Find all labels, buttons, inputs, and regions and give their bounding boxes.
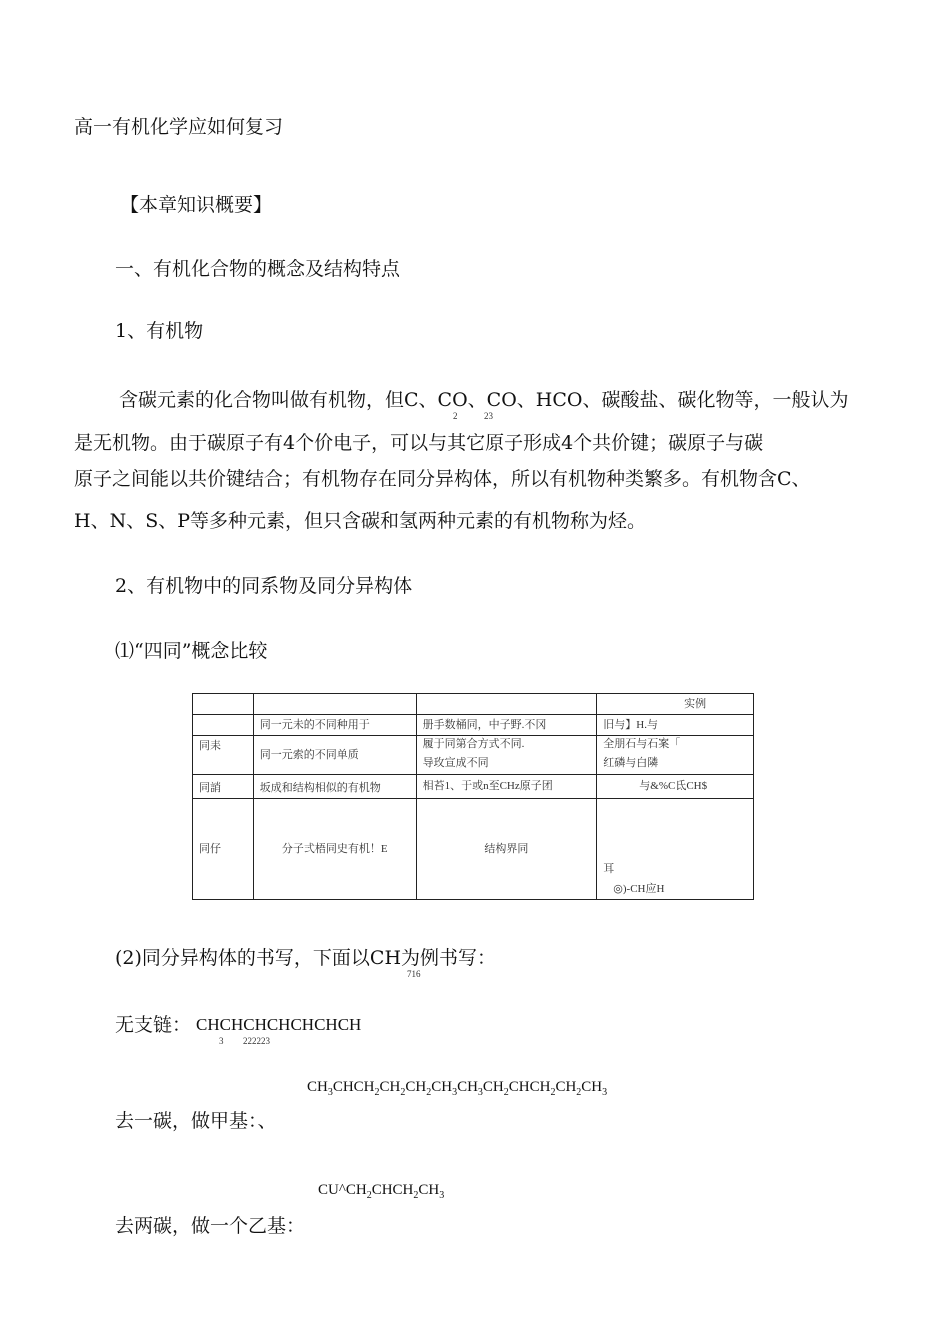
table-cell: 结构界同 — [416, 799, 597, 900]
table-cell: 同一元索的不同单质 — [253, 736, 416, 775]
sub2-2-heading: (2)同分异构体的书写，下面以CH为例书写： — [115, 947, 497, 969]
four-same-comparison-table — [192, 693, 754, 900]
table-cell: 履于同第合方式不同. 导玫宣成不同 — [416, 736, 597, 775]
part1-heading: 一、有机化合物的概念及结构特点 — [115, 258, 401, 280]
table-cell: 与&%C氐CH$ — [597, 775, 754, 799]
table-cell — [193, 694, 254, 715]
para1-line1: 含碳元素的化合物叫做有机物，但C、CO、CO、HCO、碳酸盐、碳化物等，一般认为 — [119, 389, 849, 411]
no-branch-sub-a: 3 — [219, 1036, 224, 1046]
para1-line2: 是无机物。由于碳原子有4个价电子，可以与其它原子形成4个共价键；碳原子与碳 — [74, 432, 764, 454]
table-header-row — [193, 694, 754, 715]
para1-line4: H、N、S、P等多种元素，但只含碳和氢两种元素的有机物称为烃。 — [74, 510, 646, 532]
table-row — [193, 799, 754, 900]
table-cell: 同仔 — [193, 799, 254, 900]
table-cell: 同誚 — [193, 775, 254, 799]
table-header-example: 实例 — [597, 694, 754, 715]
remove-one-carbon: 去一碳，做甲基：、 — [115, 1110, 277, 1132]
table-cell: 同一元未的不同种用于 — [253, 715, 416, 736]
table-cell: 全朋石与石案「 红磷与白隣 — [597, 736, 754, 775]
table-cell: 坂成和结构相似的有机物 — [253, 775, 416, 799]
no-branch-sub-b: 222223 — [243, 1036, 270, 1046]
table-cell: 耳 ◎)-CH应H — [597, 799, 754, 900]
sub1-heading: 1、有机物 — [115, 320, 204, 342]
table-cell — [253, 694, 416, 715]
remove-two-carbons: 去两碳，做一个乙基： — [115, 1215, 306, 1237]
section-heading: 【本章知识概要】 — [120, 194, 273, 216]
table-cell — [416, 694, 597, 715]
sub2-heading: 2、有机物中的同系物及同分异构体 — [115, 575, 413, 597]
formula-short: $CU\^{}CH_2CHCH_2CH_3$ — [318, 1182, 445, 1201]
para1-sub-23: 23 — [484, 411, 493, 421]
table-row — [193, 775, 754, 799]
no-branch-formula: CHCHCHCHCHCHCH — [196, 1015, 362, 1034]
table-cell: 册手数桶同，中子野.不冈 — [416, 715, 597, 736]
no-branch-label: 无支链： — [115, 1014, 192, 1036]
para1-line3: 原子之间能以共价键结合；有机物存在同分异构体，所以有机物种类繁多。有机物含C、 — [74, 468, 811, 490]
formula-long: $CH_3CHCH_2CH_2CH_2CH_3CH_3CH_2CHCH_2CH_2CH_3$ — [307, 1079, 608, 1098]
sub2-2-subscript: 716 — [407, 969, 421, 979]
sub2-1-heading: ⑴“四同”概念比较 — [115, 640, 268, 662]
table-cell: 同耒 — [193, 736, 254, 775]
table-cell: 分子弍梧同史有机！E — [253, 799, 416, 900]
page-title: 高一有机化学应如何复习 — [74, 116, 284, 138]
table-cell — [193, 715, 254, 736]
table-row — [193, 715, 754, 736]
para1-sub-2: 2 — [453, 411, 458, 421]
table-cell: 相苔1、于或n至CHz原子团 — [416, 775, 597, 799]
table-cell: 旧与】H.与 — [597, 715, 754, 736]
table-row — [193, 736, 754, 775]
